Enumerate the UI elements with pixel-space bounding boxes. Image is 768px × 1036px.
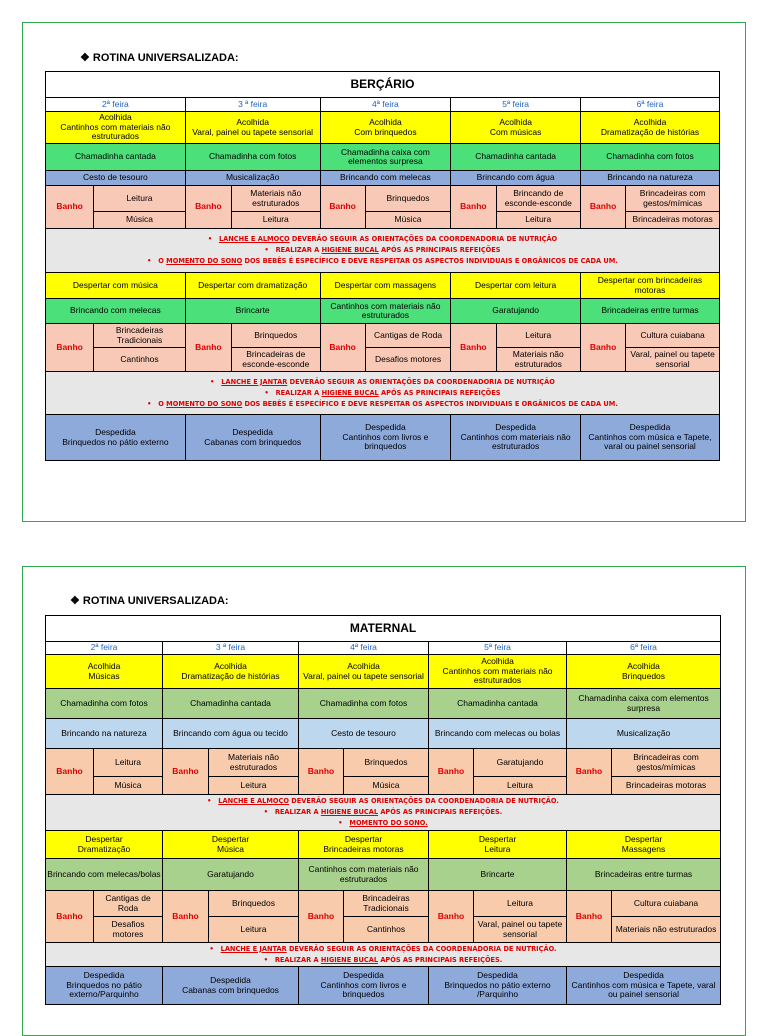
banho-label: Banho [580, 186, 625, 229]
activity-cell: Brincando na natureza [46, 719, 163, 749]
despertar-cell: Despertar com música [46, 273, 186, 299]
acolhida-cell: Acolhida Dramatização de histórias [580, 112, 719, 144]
banho-label: Banho [320, 186, 365, 229]
despedida-cell: Despedida Brinquedos no pátio externo /Parquinho [429, 967, 567, 1005]
afternoon-activity-cell: Brincando com melecas [46, 299, 186, 324]
banho-label: Banho [429, 891, 474, 943]
activity-cell: Brincando com água [451, 171, 581, 186]
banho-activity: Leitura [474, 891, 567, 917]
activity-cell: Brincando com água ou tecido [163, 719, 299, 749]
banho-label: Banho [320, 324, 365, 372]
despedida-cell: Despedida Brinquedos no pátio externo [46, 415, 186, 461]
afternoon-activity-cell: Brincadeiras entre turmas [580, 299, 719, 324]
day-header: 3 ª feira [185, 98, 320, 112]
chamadinha-cell: Chamadinha com fotos [185, 144, 320, 171]
activity-cell: Brincando com melecas ou bolas [429, 719, 567, 749]
banho-activity: Brinquedos [232, 324, 321, 348]
acolhida-cell: Acolhida Músicas [46, 655, 163, 689]
banho-activity: Materiais não estruturados [232, 186, 321, 212]
banho-activity: Materiais não estruturados [612, 917, 721, 943]
banho-activity: Brincadeiras com gestos/mímicas [612, 749, 721, 777]
banho-label: Banho [46, 186, 94, 229]
banho-activity: Desafios motores [365, 348, 450, 372]
banho-activity: Cantigas de Roda [365, 324, 450, 348]
afternoon-activity-cell: Cantinhos com materiais não estruturados [320, 299, 451, 324]
banho-activity: Música [94, 777, 163, 795]
chamadinha-cell: Chamadinha cantada [163, 689, 299, 719]
banho-activity: Leitura [209, 917, 299, 943]
banho-label: Banho [429, 749, 474, 795]
banho-activity: Materiais não estruturados [209, 749, 299, 777]
despedida-cell: Despedida Cabanas com brinquedos [163, 967, 299, 1005]
banho-activity: Brincadeiras motoras [612, 777, 721, 795]
chamadinha-cell: Chamadinha com fotos [580, 144, 719, 171]
chamadinha-cell: Chamadinha cantada [429, 689, 567, 719]
banho-activity: Desafios motores [94, 917, 163, 943]
despertar-cell: Despertar com brincadeiras motoras [580, 273, 719, 299]
despedida-cell: Despedida Cantinhos com materiais não estruturados [451, 415, 581, 461]
afternoon-activity-cell: Brincarte [429, 859, 567, 891]
banho-label: Banho [567, 749, 612, 795]
despertar-cell: Despertar Massagens [567, 831, 721, 859]
meal-notes: • LANCHE E JANTAR DEVERÃO SEGUIR AS ORIENTAÇÕES DA COORDENADORIA DE NUTRIÇÃO • REALIZAR A HIGIENE BUCAL APÓS AS PRINCIPAIS REFEIÇÕES • O MOMENTO DO SONO DOS BEBÊS É ESPECÍFICO E DEVE RESPEITAR OS ASPECTOS INDIVIDUAIS E ORGÂNICOS DE CADA UM. [46, 372, 720, 415]
afternoon-activity-cell: Garatujando [163, 859, 299, 891]
banho-label: Banho [451, 324, 496, 372]
banho-activity: Cantigas de Roda [94, 891, 163, 917]
banho-activity: Leitura [474, 777, 567, 795]
activity-cell: Musicalização [185, 171, 320, 186]
day-header: 6ª feira [567, 642, 721, 655]
day-header: 5ª feira [451, 98, 581, 112]
despedida-cell: Despedida Cantinhos com música e Tapete, varal ou painel sensorial [580, 415, 719, 461]
table-title: MATERNAL [46, 616, 721, 642]
banho-label: Banho [46, 891, 94, 943]
banho-activity: Brinquedos [209, 891, 299, 917]
acolhida-cell: Acolhida Com músicas [451, 112, 581, 144]
day-header: 4ª feira [299, 642, 429, 655]
banho-activity: Brinquedos [344, 749, 429, 777]
despertar-cell: Despertar Música [163, 831, 299, 859]
banho-label: Banho [185, 186, 231, 229]
despedida-cell: Despedida Brinquedos no pátio externo/Parquinho [46, 967, 163, 1005]
afternoon-activity-cell: Cantinhos com materiais não estruturados [299, 859, 429, 891]
banho-label: Banho [567, 891, 612, 943]
chamadinha-cell: Chamadinha com fotos [299, 689, 429, 719]
banho-activity: Brincadeiras Tradicionais [344, 891, 429, 917]
banho-activity: Leitura [209, 777, 299, 795]
schedule-table-maternal [45, 615, 721, 1005]
banho-activity: Música [94, 212, 186, 229]
banho-label: Banho [46, 749, 94, 795]
banho-activity: Leitura [94, 186, 186, 212]
afternoon-activity-cell: Brincarte [185, 299, 320, 324]
despertar-cell: Despertar com leitura [451, 273, 581, 299]
despedida-cell: Despedida Cantinhos com música e Tapete, varal ou painel sensorial [567, 967, 721, 1005]
chamadinha-cell: Chamadinha cantada [46, 144, 186, 171]
acolhida-cell: Acolhida Varal, painel ou tapete sensorial [299, 655, 429, 689]
banho-activity: Leitura [496, 324, 580, 348]
page-heading: ❖ ROTINA UNIVERSALIZADA: [70, 595, 229, 607]
banho-activity: Leitura [496, 212, 580, 229]
page-heading: ❖ ROTINA UNIVERSALIZADA: [80, 52, 239, 64]
banho-label: Banho [185, 324, 231, 372]
acolhida-cell: Acolhida Varal, painel ou tapete sensorial [185, 112, 320, 144]
banho-activity: Leitura [94, 749, 163, 777]
day-header: 3 ª feira [163, 642, 299, 655]
banho-activity: Varal, painel ou tapete sensorial [626, 348, 720, 372]
banho-activity: Garatujando [474, 749, 567, 777]
meal-notes: • LANCHE E ALMOÇO DEVERÃO SEGUIR AS ORIENTAÇÕES DA COORDENADORIA DE NUTRIÇÃO • REALIZAR A HIGIENE BUCAL APÓS AS PRINCIPAIS REFEIÇÕES • O MOMENTO DO SONO DOS BEBÊS É ESPECÍFICO E DEVE RESPEITAR OS ASPECTOS INDIVIDUAIS E ORGÂNICOS DE CADA UM. [46, 229, 720, 273]
banho-label: Banho [299, 749, 344, 795]
despertar-cell: Despertar Brincadeiras motoras [299, 831, 429, 859]
banho-activity: Cantinhos [94, 348, 186, 372]
activity-cell: Brincando na natureza [580, 171, 719, 186]
despertar-cell: Despertar com dramatização [185, 273, 320, 299]
banho-activity: Brincadeiras de esconde-esconde [232, 348, 321, 372]
banho-activity: Brincadeiras motoras [626, 212, 720, 229]
day-header: 4ª feira [320, 98, 451, 112]
banho-activity: Brincando de esconde-esconde [496, 186, 580, 212]
despertar-cell: Despertar com massagens [320, 273, 451, 299]
banho-activity: Cultura cuiabana [626, 324, 720, 348]
banho-activity: Música [344, 777, 429, 795]
banho-activity: Brincadeiras com gestos/mímicas [626, 186, 720, 212]
day-header: 2ª feira [46, 98, 186, 112]
banho-label: Banho [46, 324, 94, 372]
banho-label: Banho [299, 891, 344, 943]
afternoon-activity-cell: Garatujando [451, 299, 581, 324]
banho-activity: Varal, painel ou tapete sensorial [474, 917, 567, 943]
banho-activity: Música [365, 212, 450, 229]
acolhida-cell: Acolhida Brinquedos [567, 655, 721, 689]
banho-label: Banho [580, 324, 625, 372]
schedule-table-bercario [45, 71, 720, 461]
banho-activity: Leitura [232, 212, 321, 229]
banho-activity: Cultura cuiabana [612, 891, 721, 917]
banho-activity: Cantinhos [344, 917, 429, 943]
despedida-cell: Despedida Cantinhos com livros e brinquedos [299, 967, 429, 1005]
banho-label: Banho [451, 186, 496, 229]
meal-notes: • LANCHE E ALMOÇO DEVERÃO SEGUIR AS ORIENTAÇÕES DA COORDENADORIA DE NUTRIÇÃO. • REALIZAR A HIGIENE BUCAL APÓS AS PRINCIPAIS REFEIÇÕES. • MOMENTO DO SONO. [46, 795, 721, 831]
activity-cell: Musicalização [567, 719, 721, 749]
day-header: 2ª feira [46, 642, 163, 655]
despertar-cell: Despertar Leitura [429, 831, 567, 859]
table-title: BERÇÁRIO [46, 72, 720, 98]
activity-cell: Brincando com melecas [320, 171, 451, 186]
afternoon-activity-cell: Brincando com melecas/bolas [46, 859, 163, 891]
acolhida-cell: Acolhida Com brinquedos [320, 112, 451, 144]
chamadinha-cell: Chamadinha caixa com elementos surpresa [320, 144, 451, 171]
banho-label: Banho [163, 749, 209, 795]
acolhida-cell: Acolhida Cantinhos com materiais não estruturados [429, 655, 567, 689]
activity-cell: Cesto de tesouro [46, 171, 186, 186]
banho-activity: Materiais não estruturados [496, 348, 580, 372]
chamadinha-cell: Chamadinha cantada [451, 144, 581, 171]
despedida-cell: Despedida Cabanas com brinquedos [185, 415, 320, 461]
despedida-cell: Despedida Cantinhos com livros e brinquedos [320, 415, 451, 461]
chamadinha-cell: Chamadinha caixa com elementos surpresa [567, 689, 721, 719]
despertar-cell: Despertar Dramatização [46, 831, 163, 859]
afternoon-activity-cell: Brincadeiras entre turmas [567, 859, 721, 891]
banho-activity: Brincadeiras Tradicionais [94, 324, 186, 348]
activity-cell: Cesto de tesouro [299, 719, 429, 749]
chamadinha-cell: Chamadinha com fotos [46, 689, 163, 719]
day-header: 6ª feira [580, 98, 719, 112]
acolhida-cell: Acolhida Dramatização de histórias [163, 655, 299, 689]
day-header: 5ª feira [429, 642, 567, 655]
banho-label: Banho [163, 891, 209, 943]
banho-activity: Brinquedos [365, 186, 450, 212]
meal-notes: • LANCHE E JANTAR DEVERÃO SEGUIR AS ORIENTAÇÕES DA COORDENADORIA DE NUTRIÇÃO. • REALIZAR A HIGIENE BUCAL APÓS AS PRINCIPAIS REFEIÇÕES. [46, 943, 721, 967]
acolhida-cell: Acolhida Cantinhos com materiais não estruturados [46, 112, 186, 144]
